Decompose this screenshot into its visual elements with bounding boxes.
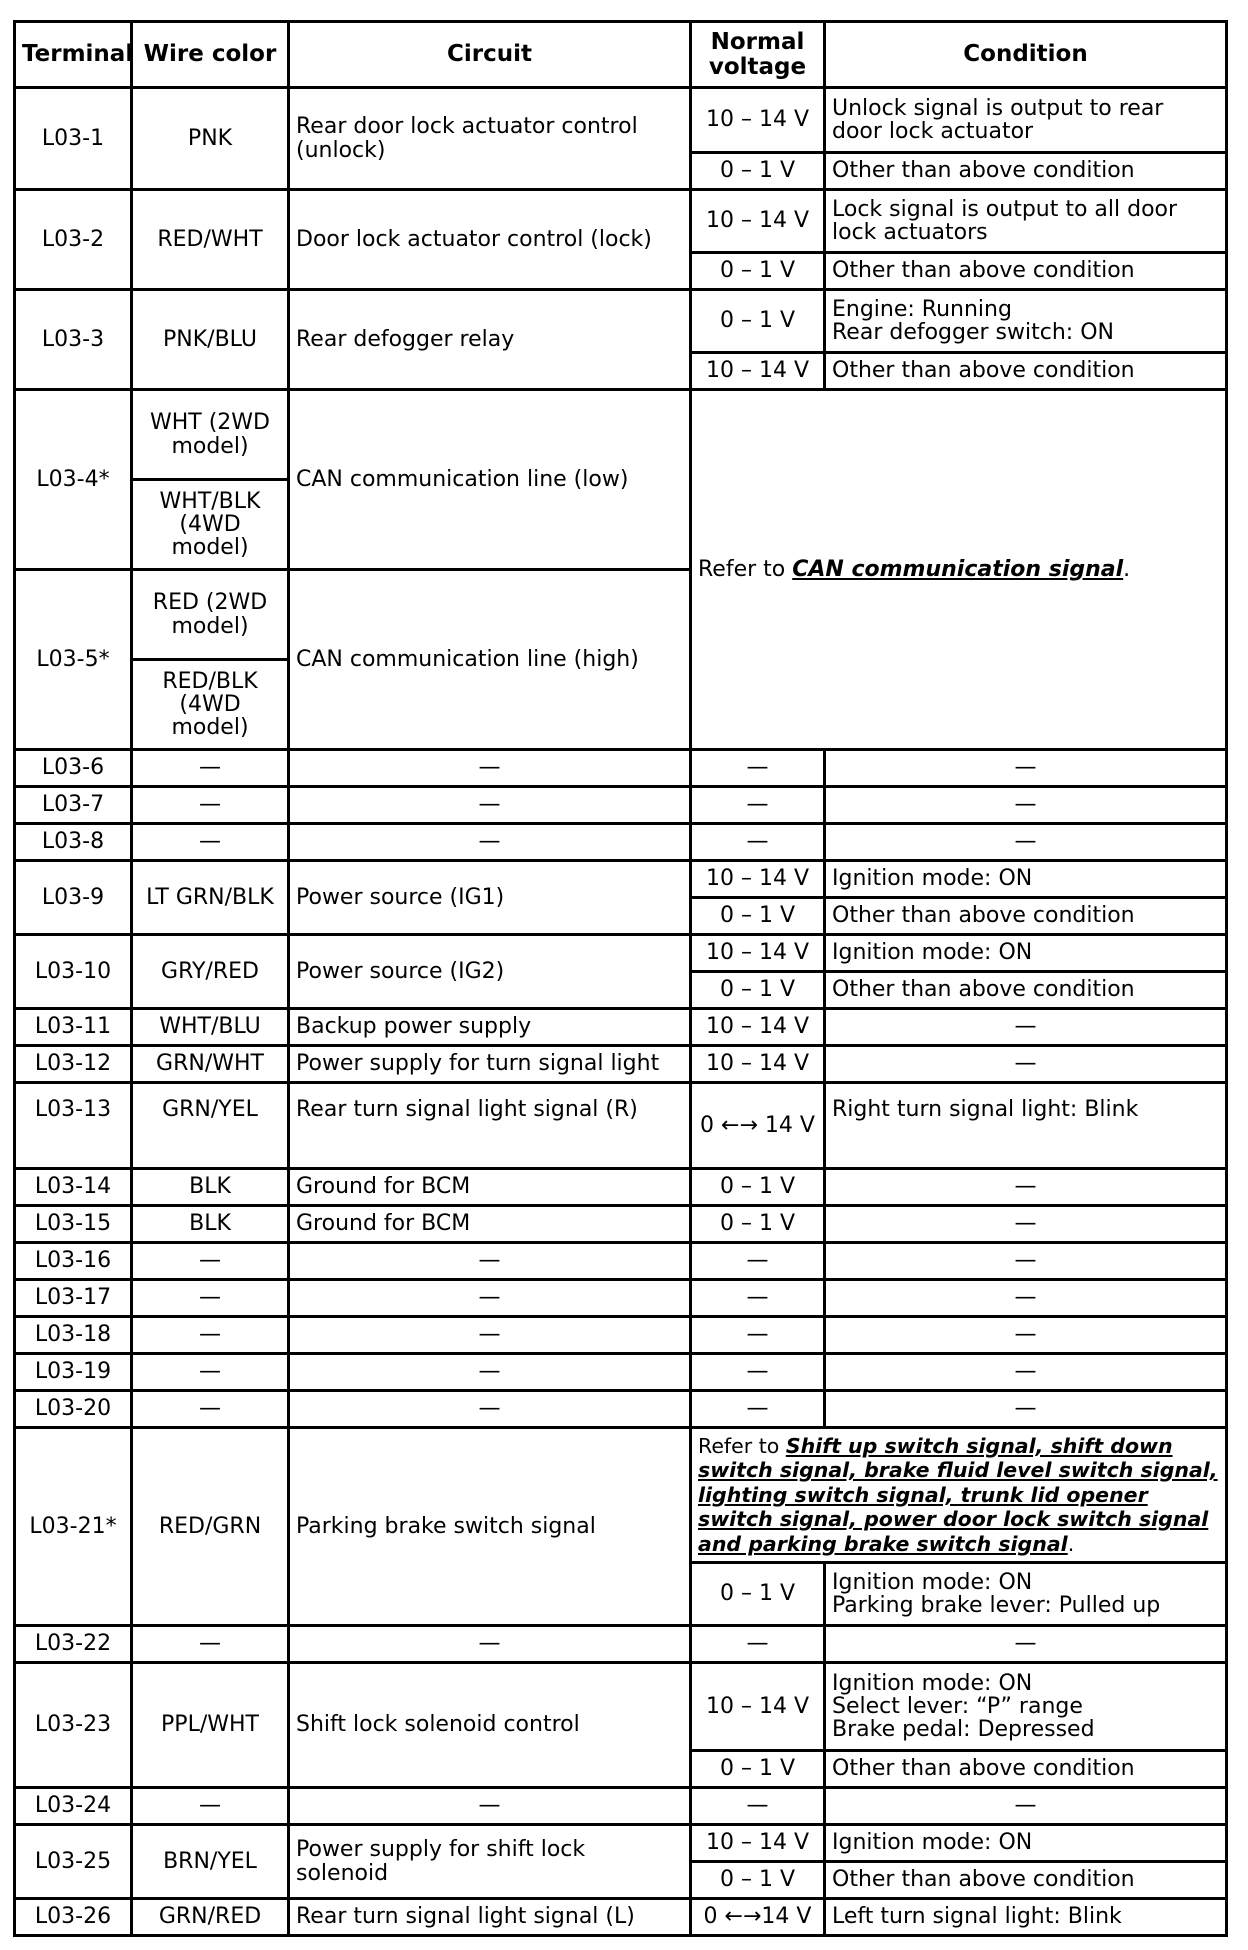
voltage-cell: — (691, 787, 825, 824)
table-row (15, 290, 1227, 353)
terminal-cell: L03-20 (15, 1391, 132, 1428)
condition-line: Rear defogger switch: ON (832, 320, 1114, 345)
condition-cell: — (825, 1243, 1227, 1280)
table-row (15, 1663, 1227, 1751)
wire-color-cell: — (132, 1788, 289, 1825)
voltage-cell: 10 – 14 V (691, 190, 825, 253)
switch-signal-reference-link[interactable]: Shift up switch signal, shift down switch signal, brake fluid level switch signal, lighting switch signal, trunk lid opener switch signal, power door lock switch signal and parking brake switch signal (698, 1433, 1218, 1556)
header-condition: Condition (825, 22, 1227, 88)
condition-cell: — (825, 1046, 1227, 1083)
terminal-cell: L03-14 (15, 1169, 132, 1206)
voltage-cell: 0 – 1 V (691, 1206, 825, 1243)
table-row (15, 1280, 1227, 1317)
wire-color-cell: — (132, 1280, 289, 1317)
condition-line: Engine: Running (832, 296, 1012, 322)
condition-cell: — (825, 1009, 1227, 1046)
condition-cell: — (825, 1391, 1227, 1428)
voltage-cell: — (691, 1280, 825, 1317)
table-row (15, 1046, 1227, 1083)
table-row (15, 1788, 1227, 1825)
voltage-cell: 0 – 1 V (691, 1563, 825, 1626)
wire-color-cell: BLK (132, 1169, 289, 1206)
terminal-table (13, 20, 1228, 1937)
condition-cell: Other than above condition (825, 253, 1227, 290)
condition-cell: Ignition mode: ON (825, 935, 1227, 972)
terminal-cell: L03-24 (15, 1788, 132, 1825)
voltage-cell: 0 – 1 V (691, 972, 825, 1009)
circuit-cell: — (289, 1626, 691, 1663)
reference-suffix: . (1123, 556, 1131, 582)
table-row (15, 1354, 1227, 1391)
table-row (15, 390, 1227, 480)
circuit-cell: Power supply for shift lock solenoid (289, 1825, 691, 1899)
terminal-table-document (13, 20, 1225, 1937)
terminal-cell: L03-12 (15, 1046, 132, 1083)
circuit-cell: — (289, 824, 691, 861)
wire-color-cell: BRN/YEL (132, 1825, 289, 1899)
wire-color-cell: — (132, 750, 289, 787)
circuit-cell: Power supply for turn signal light (289, 1046, 691, 1083)
voltage-cell: 0 ←→ 14 V (691, 1083, 825, 1169)
circuit-cell: — (289, 1280, 691, 1317)
terminal-cell: L03-11 (15, 1009, 132, 1046)
terminal-cell: L03-6 (15, 750, 132, 787)
circuit-cell: CAN communication line (low) (289, 390, 691, 570)
wire-color-cell: PPL/WHT (132, 1663, 289, 1788)
header-row (15, 22, 1227, 88)
condition-cell: — (825, 824, 1227, 861)
terminal-cell: L03-4* (15, 390, 132, 570)
wire-color-cell: RED/WHT (132, 190, 289, 290)
circuit-cell: Ground for BCM (289, 1169, 691, 1206)
condition-cell: Other than above condition (825, 972, 1227, 1009)
wire-color-cell: GRN/YEL (132, 1083, 289, 1169)
table-row (15, 1626, 1227, 1663)
condition-cell (825, 1663, 1227, 1751)
voltage-cell: 0 – 1 V (691, 290, 825, 353)
wire-color-cell: — (132, 1243, 289, 1280)
can-communication-signal-link[interactable]: CAN communication signal (792, 556, 1124, 582)
wire-color-cell: — (132, 1317, 289, 1354)
wire-color-cell: PNK (132, 88, 289, 190)
voltage-cell: 10 – 14 V (691, 88, 825, 153)
voltage-cell: — (691, 1788, 825, 1825)
table-row (15, 750, 1227, 787)
condition-cell: Other than above condition (825, 353, 1227, 390)
voltage-cell: — (691, 1243, 825, 1280)
condition-line: Select lever: “P” range (832, 1693, 1083, 1719)
voltage-cell: 0 – 1 V (691, 1169, 825, 1206)
circuit-cell: CAN communication line (high) (289, 570, 691, 750)
circuit-cell: Backup power supply (289, 1009, 691, 1046)
terminal-cell: L03-1 (15, 88, 132, 190)
wire-color-cell: WHT/BLK (4WD model) (132, 480, 289, 570)
condition-cell (825, 1563, 1227, 1626)
circuit-cell: Door lock actuator control (lock) (289, 190, 691, 290)
wire-color-cell: WHT/BLU (132, 1009, 289, 1046)
terminal-cell: L03-15 (15, 1206, 132, 1243)
wire-color-cell: GRN/WHT (132, 1046, 289, 1083)
circuit-cell: — (289, 1788, 691, 1825)
terminal-cell: L03-8 (15, 824, 132, 861)
voltage-cell: 10 – 14 V (691, 353, 825, 390)
circuit-cell: Power source (IG1) (289, 861, 691, 935)
voltage-cell: — (691, 750, 825, 787)
terminal-cell: L03-18 (15, 1317, 132, 1354)
condition-cell: Ignition mode: ON (825, 1825, 1227, 1862)
wire-color-cell: — (132, 787, 289, 824)
reference-suffix: . (1067, 1531, 1075, 1556)
table-row (15, 190, 1227, 253)
circuit-cell: Shift lock solenoid control (289, 1663, 691, 1788)
table-row (15, 1206, 1227, 1243)
wire-color-cell: GRN/RED (132, 1899, 289, 1936)
wire-color-cell: GRY/RED (132, 935, 289, 1009)
table-row (15, 1428, 1227, 1563)
switch-signal-reference-cell (691, 1428, 1227, 1563)
condition-cell: Unlock signal is output to rear door lock actuator (825, 88, 1227, 153)
condition-cell: Other than above condition (825, 1862, 1227, 1899)
wire-color-cell: — (132, 1391, 289, 1428)
voltage-cell: 10 – 14 V (691, 935, 825, 972)
voltage-cell: 0 – 1 V (691, 1862, 825, 1899)
voltage-cell: 0 – 1 V (691, 1751, 825, 1788)
voltage-cell: 10 – 14 V (691, 1825, 825, 1862)
condition-cell (825, 290, 1227, 353)
circuit-cell: Rear defogger relay (289, 290, 691, 390)
table-row (15, 1899, 1227, 1936)
terminal-cell: L03-10 (15, 935, 132, 1009)
condition-cell: — (825, 750, 1227, 787)
terminal-cell: L03-9 (15, 861, 132, 935)
circuit-cell: — (289, 750, 691, 787)
table-row (15, 1243, 1227, 1280)
condition-cell: — (825, 1626, 1227, 1663)
voltage-cell: 0 ←→14 V (691, 1899, 825, 1936)
condition-cell: — (825, 1280, 1227, 1317)
condition-cell: — (825, 1354, 1227, 1391)
terminal-cell: L03-22 (15, 1626, 132, 1663)
table-row (15, 1169, 1227, 1206)
circuit-cell: — (289, 1391, 691, 1428)
terminal-cell: L03-26 (15, 1899, 132, 1936)
circuit-cell: Power source (IG2) (289, 935, 691, 1009)
condition-cell: — (825, 1206, 1227, 1243)
voltage-cell: 10 – 14 V (691, 1009, 825, 1046)
condition-line: Parking brake lever: Pulled up (832, 1593, 1161, 1618)
terminal-cell: L03-25 (15, 1825, 132, 1899)
voltage-cell: — (691, 1391, 825, 1428)
terminal-cell: L03-7 (15, 787, 132, 824)
header-wire-color: Wire color (132, 22, 289, 88)
table-row (15, 824, 1227, 861)
condition-cell: Other than above condition (825, 1751, 1227, 1788)
wire-color-cell: WHT (2WD model) (132, 390, 289, 480)
condition-cell: — (825, 1317, 1227, 1354)
circuit-cell: Parking brake switch signal (289, 1428, 691, 1626)
wire-color-cell: PNK/BLU (132, 290, 289, 390)
terminal-cell: L03-2 (15, 190, 132, 290)
can-reference-cell (691, 390, 1227, 750)
header-circuit: Circuit (289, 22, 691, 88)
voltage-cell: — (691, 1354, 825, 1391)
table-row (15, 935, 1227, 972)
table-row (15, 1083, 1227, 1169)
condition-line: Ignition mode: ON (832, 1670, 1033, 1696)
circuit-cell: — (289, 1243, 691, 1280)
header-terminal: Terminal (15, 22, 132, 88)
table-row (15, 88, 1227, 153)
reference-prefix: Refer to (698, 556, 793, 582)
wire-color-cell: — (132, 1354, 289, 1391)
condition-cell: Left turn signal light: Blink (825, 1899, 1227, 1936)
wire-color-cell: RED/GRN (132, 1428, 289, 1626)
circuit-cell: — (289, 787, 691, 824)
table-row (15, 1391, 1227, 1428)
condition-line: Brake pedal: Depressed (832, 1717, 1095, 1743)
wire-color-cell: LT GRN/BLK (132, 861, 289, 935)
voltage-cell: — (691, 824, 825, 861)
wire-color-cell: BLK (132, 1206, 289, 1243)
voltage-cell: 0 – 1 V (691, 253, 825, 290)
condition-cell: — (825, 1169, 1227, 1206)
table-row (15, 1317, 1227, 1354)
condition-cell: Ignition mode: ON (825, 861, 1227, 898)
terminal-cell: L03-3 (15, 290, 132, 390)
condition-cell: Other than above condition (825, 153, 1227, 190)
wire-color-cell: RED/BLK (4WD model) (132, 660, 289, 750)
terminal-cell: L03-19 (15, 1354, 132, 1391)
table-row (15, 861, 1227, 898)
circuit-cell: — (289, 1317, 691, 1354)
voltage-cell: 10 – 14 V (691, 1046, 825, 1083)
terminal-cell: L03-23 (15, 1663, 132, 1788)
condition-cell: Lock signal is output to all door lock actuators (825, 190, 1227, 253)
table-row (15, 787, 1227, 824)
circuit-cell: Rear turn signal light signal (L) (289, 1899, 691, 1936)
voltage-cell: 0 – 1 V (691, 153, 825, 190)
terminal-cell: L03-5* (15, 570, 132, 750)
reference-prefix: Refer to (698, 1433, 786, 1458)
terminal-cell: L03-16 (15, 1243, 132, 1280)
condition-cell: — (825, 1788, 1227, 1825)
wire-color-cell: RED (2WD model) (132, 570, 289, 660)
table-row (15, 1009, 1227, 1046)
condition-cell: Other than above condition (825, 898, 1227, 935)
condition-line: Ignition mode: ON (832, 1569, 1033, 1595)
voltage-cell: 10 – 14 V (691, 861, 825, 898)
table-row (15, 1825, 1227, 1862)
condition-cell: — (825, 787, 1227, 824)
condition-cell: Right turn signal light: Blink (825, 1083, 1227, 1169)
voltage-cell: 10 – 14 V (691, 1663, 825, 1751)
voltage-cell: — (691, 1317, 825, 1354)
wire-color-cell: — (132, 1626, 289, 1663)
voltage-cell: — (691, 1626, 825, 1663)
circuit-cell: Rear turn signal light signal (R) (289, 1083, 691, 1169)
voltage-cell: 0 – 1 V (691, 898, 825, 935)
wire-color-cell: — (132, 824, 289, 861)
terminal-cell: L03-17 (15, 1280, 132, 1317)
terminal-cell: L03-21* (15, 1428, 132, 1626)
circuit-cell: — (289, 1354, 691, 1391)
circuit-cell: Ground for BCM (289, 1206, 691, 1243)
terminal-cell: L03-13 (15, 1083, 132, 1169)
circuit-cell: Rear door lock actuator control (unlock) (289, 88, 691, 190)
header-normal-voltage: Normal voltage (691, 22, 825, 88)
